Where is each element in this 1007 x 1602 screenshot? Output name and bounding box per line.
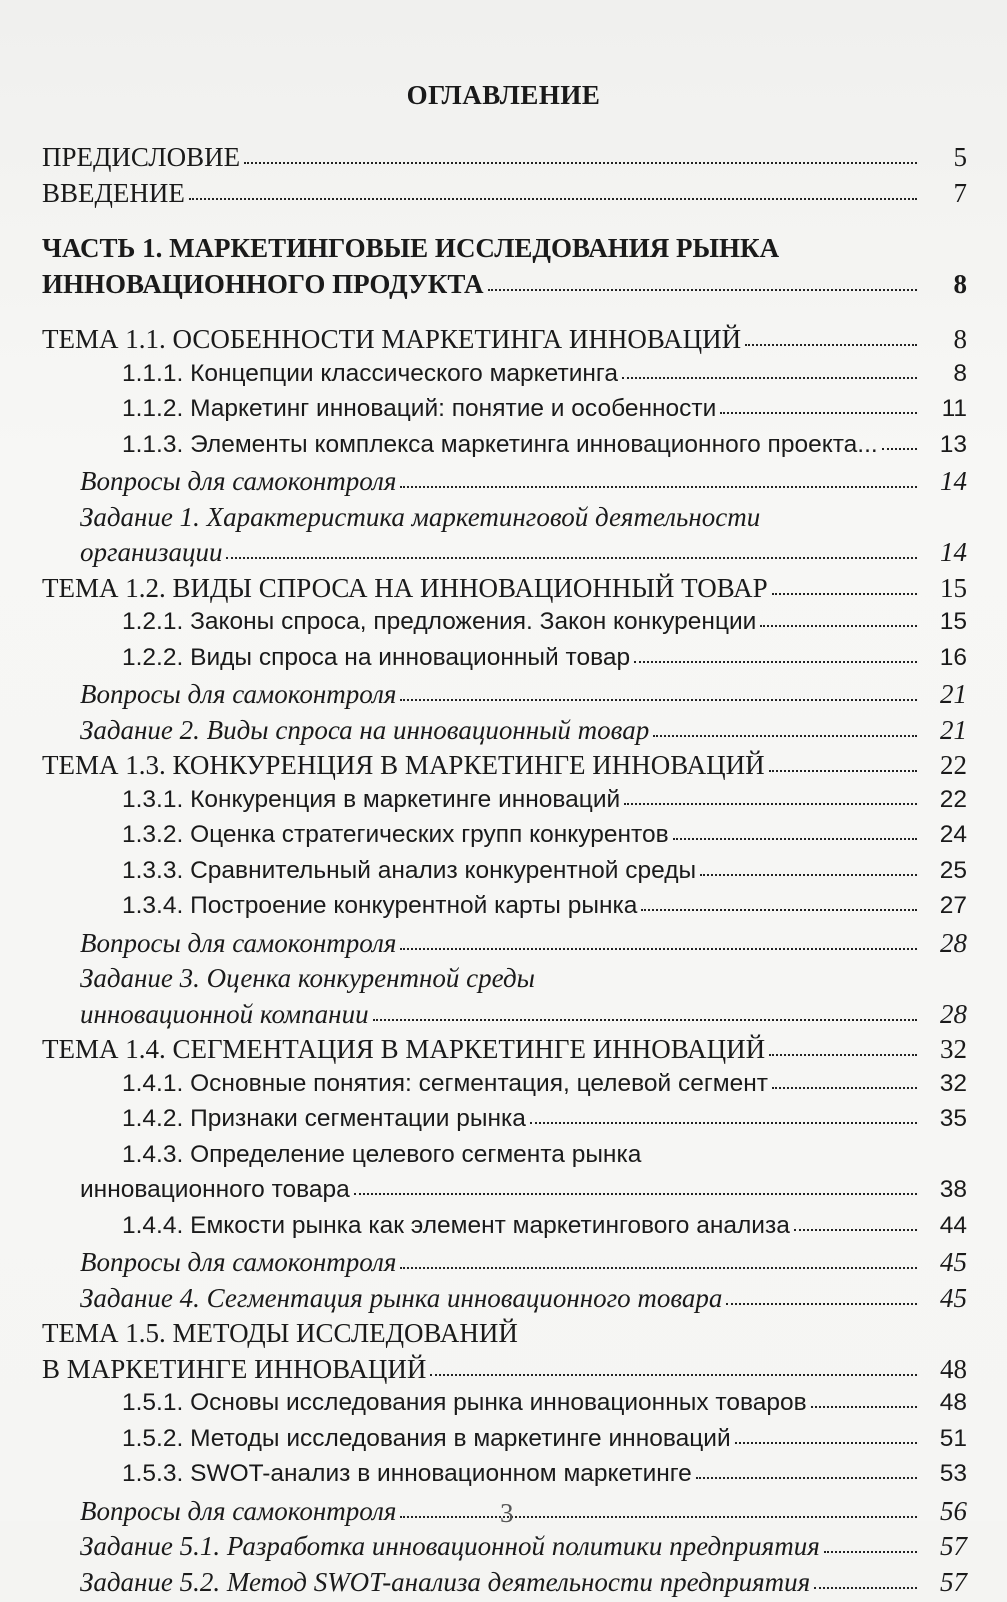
toc-entry-1-4-4[interactable] — [42, 1212, 967, 1248]
toc-page-number: 48 — [921, 1389, 967, 1417]
toc-entry-1-5-2[interactable] — [42, 1425, 967, 1461]
toc-entry-label: ПРЕДИСЛОВИЕ — [42, 142, 240, 173]
leader-dots — [772, 1081, 917, 1089]
toc-page-number: 8 — [921, 360, 967, 388]
toc-page-number: 16 — [921, 644, 967, 672]
toc-page-number: 32 — [921, 1034, 967, 1065]
toc-entry-label: организации — [42, 537, 222, 568]
toc-entry-label: ИННОВАЦИОННОГО ПРОДУКТА — [42, 269, 484, 300]
leader-dots — [726, 1297, 917, 1305]
leader-dots — [400, 942, 917, 950]
toc-entry-topic-1-4[interactable] — [42, 1034, 967, 1070]
toc-entry-1-4-3-line1[interactable] — [42, 1141, 967, 1177]
toc-entry-task-2[interactable] — [42, 715, 967, 751]
toc-entry-label: 1.5.2. Методы исследования в маркетинге инноваций — [42, 1425, 731, 1453]
toc-entry-task-3-line1[interactable] — [42, 963, 967, 999]
toc-entry-introduction[interactable] — [42, 178, 967, 214]
toc-page-number: 11 — [921, 395, 967, 423]
leader-dots — [373, 1013, 917, 1021]
toc-entry-label: Задание 5.2. Метод SWOT-анализа деятельности предприятия — [42, 1567, 810, 1598]
toc-page-number: 13 — [921, 431, 967, 459]
toc-entry-topic-1-5-line1[interactable] — [42, 1318, 967, 1354]
toc-entry-task-1-line1[interactable] — [42, 502, 967, 538]
leader-dots — [430, 1368, 917, 1376]
toc-entry-label: 1.3.3. Сравнительный анализ конкурентной среды — [42, 857, 696, 885]
page-number: 3 — [500, 1498, 514, 1529]
toc-entry-label: ТЕМА 1.3. КОНКУРЕНЦИЯ В МАРКЕТИНГЕ ИННОВАЦИЙ — [42, 750, 765, 781]
toc-page-number: 45 — [921, 1283, 967, 1314]
toc-page-number: 27 — [921, 892, 967, 920]
toc-page-number: 15 — [921, 573, 967, 604]
toc-page-number: 35 — [921, 1105, 967, 1133]
leader-dots — [354, 1187, 917, 1195]
toc-entry-label: 1.1.3. Элементы комплекса маркетинга инновационного проекта... — [42, 431, 878, 459]
toc-entry-label: Задание 1. Характеристика маркетинговой деятельности — [42, 502, 760, 533]
leader-dots — [735, 1436, 917, 1444]
leader-dots — [641, 903, 917, 911]
leader-dots — [824, 1545, 917, 1553]
toc-entry-label: 1.1.1. Концепции классического маркетинга — [42, 360, 618, 388]
leader-dots — [530, 1116, 917, 1124]
toc-entry-1-4-2[interactable] — [42, 1105, 967, 1141]
toc-page-number: 28 — [921, 928, 967, 959]
toc-entry-label: 1.3.1. Конкуренция в маркетинге инноваций — [42, 786, 620, 814]
leader-dots — [769, 764, 917, 772]
toc-page-number: 14 — [921, 466, 967, 497]
toc-page-number: 53 — [921, 1460, 967, 1488]
toc-entry-label: Задание 2. Виды спроса на инновационный товар — [42, 715, 649, 746]
toc-entry-task-5-2[interactable] — [42, 1567, 967, 1602]
leader-dots — [400, 1510, 917, 1518]
table-of-contents — [42, 142, 967, 1602]
leader-dots — [882, 442, 917, 450]
toc-entry-questions-4[interactable] — [42, 1247, 967, 1283]
toc-entry-task-4[interactable] — [42, 1283, 967, 1319]
leader-dots — [696, 1471, 917, 1479]
toc-entry-1-4-1[interactable] — [42, 1070, 967, 1106]
leader-dots — [814, 1581, 917, 1589]
toc-page-number: 44 — [921, 1212, 967, 1240]
toc-page-number: 8 — [921, 324, 967, 355]
toc-entry-label: ТЕМА 1.1. ОСОБЕННОСТИ МАРКЕТИНГА ИННОВАЦИЙ — [42, 324, 741, 355]
toc-entry-label: ЧАСТЬ 1. МАРКЕТИНГОВЫЕ ИССЛЕДОВАНИЯ РЫНКА — [42, 233, 779, 264]
toc-page-number: 8 — [921, 269, 967, 300]
toc-entry-topic-1-5-line2[interactable] — [42, 1354, 967, 1390]
toc-page-number: 24 — [921, 821, 967, 849]
leader-dots — [624, 797, 917, 805]
toc-entry-label: инновационной компании — [42, 999, 369, 1030]
toc-entry-label: Задание 4. Сегментация рынка инновационного товара — [42, 1283, 722, 1314]
toc-page-number: 21 — [921, 715, 967, 746]
toc-page-number: 28 — [921, 999, 967, 1030]
toc-title: ОГЛАВЛЕНИЕ — [0, 80, 1007, 111]
toc-page-number: 7 — [921, 178, 967, 209]
toc-entry-questions-3[interactable] — [42, 928, 967, 964]
toc-entry-1-1-1[interactable] — [42, 360, 967, 396]
toc-entry-label: ВВЕДЕНИЕ — [42, 178, 185, 209]
toc-entry-label: 1.4.1. Основные понятия: сегментация, целевой сегмент — [42, 1070, 768, 1098]
toc-page-number: 22 — [921, 786, 967, 814]
toc-entry-label: 1.3.2. Оценка стратегических групп конкурентов — [42, 821, 669, 849]
toc-entry-label: Вопросы для самоконтроля — [42, 679, 396, 710]
toc-entry-task-3-line2[interactable] — [42, 999, 967, 1035]
toc-page-number: 22 — [921, 750, 967, 781]
toc-entry-label: 1.4.3. Определение целевого сегмента рынка — [42, 1141, 641, 1169]
toc-entry-label: 1.2.2. Виды спроса на инновационный товар — [42, 644, 630, 672]
toc-entry-1-3-1[interactable] — [42, 786, 967, 822]
toc-page-number: 5 — [921, 142, 967, 173]
leader-dots — [811, 1400, 917, 1408]
toc-page-number: 15 — [921, 608, 967, 636]
toc-page-number: 57 — [921, 1567, 967, 1598]
toc-entry-1-4-3-line2[interactable] — [42, 1176, 967, 1212]
toc-entry-label: ТЕМА 1.2. ВИДЫ СПРОСА НА ИННОВАЦИОННЫЙ ТОВАР — [42, 573, 768, 604]
leader-dots — [794, 1223, 917, 1231]
toc-entry-label: инновационного товара — [42, 1176, 350, 1204]
toc-entry-label: Задание 5.1. Разработка инновационной политики предприятия — [42, 1531, 820, 1562]
toc-entry-label: Вопросы для самоконтроля — [42, 1247, 396, 1278]
toc-page-number: 57 — [921, 1531, 967, 1562]
toc-page-number: 38 — [921, 1176, 967, 1204]
toc-entry-label: 1.2.1. Законы спроса, предложения. Закон конкуренции — [42, 608, 756, 636]
toc-entry-1-3-2[interactable] — [42, 821, 967, 857]
toc-entry-topic-1-2[interactable] — [42, 573, 967, 609]
leader-dots — [400, 693, 917, 701]
leader-dots — [400, 1261, 917, 1269]
leader-dots — [673, 832, 917, 840]
leader-dots — [400, 480, 917, 488]
toc-entry-topic-1-3[interactable] — [42, 750, 967, 786]
toc-page-number: 21 — [921, 679, 967, 710]
toc-entry-label: 1.5.3. SWOT-анализ в инновационном маркетинге — [42, 1460, 692, 1488]
toc-entry-1-5-1[interactable] — [42, 1389, 967, 1425]
toc-entry-label: 1.1.2. Маркетинг инноваций: понятие и особенности — [42, 395, 716, 423]
leader-dots — [488, 283, 917, 291]
toc-entry-1-3-4[interactable] — [42, 892, 967, 928]
toc-entry-preface[interactable] — [42, 142, 967, 178]
toc-entry-label: ТЕМА 1.5. МЕТОДЫ ИССЛЕДОВАНИЙ — [42, 1318, 518, 1349]
leader-dots — [700, 868, 917, 876]
toc-entry-task-5-1[interactable] — [42, 1531, 967, 1567]
leader-dots — [226, 551, 917, 559]
toc-entry-1-3-3[interactable] — [42, 857, 967, 893]
toc-page-number: 32 — [921, 1070, 967, 1098]
toc-page-number: 48 — [921, 1354, 967, 1385]
toc-page-number: 45 — [921, 1247, 967, 1278]
toc-entry-label: ТЕМА 1.4. СЕГМЕНТАЦИЯ В МАРКЕТИНГЕ ИННОВАЦИЙ — [42, 1034, 765, 1065]
leader-dots — [622, 371, 917, 379]
toc-entry-questions-1[interactable] — [42, 466, 967, 502]
toc-entry-label: 1.3.4. Построение конкурентной карты рынка — [42, 892, 637, 920]
toc-entry-1-1-2[interactable] — [42, 395, 967, 431]
leader-dots — [772, 587, 917, 595]
toc-page-number: 56 — [921, 1496, 967, 1527]
toc-entry-part1-line2[interactable] — [42, 269, 967, 305]
toc-entry-label: Вопросы для самоконтроля — [42, 466, 396, 497]
leader-dots — [189, 192, 917, 200]
toc-entry-1-5-3[interactable] — [42, 1460, 967, 1496]
leader-dots — [745, 338, 917, 346]
toc-entry-1-2-1[interactable] — [42, 608, 967, 644]
toc-entry-label: 1.4.2. Признаки сегментации рынка — [42, 1105, 526, 1133]
leader-dots — [769, 1048, 917, 1056]
toc-entry-1-2-2[interactable] — [42, 644, 967, 680]
toc-page-number: 51 — [921, 1425, 967, 1453]
toc-entry-label: Задание 3. Оценка конкурентной среды — [42, 963, 535, 994]
toc-entry-1-1-3[interactable] — [42, 431, 967, 467]
toc-entry-label: Вопросы для самоконтроля — [42, 1496, 396, 1527]
toc-entry-part1-line1[interactable] — [42, 233, 967, 269]
toc-entry-label: 1.4.4. Емкости рынка как элемент маркетингового анализа — [42, 1212, 790, 1240]
leader-dots — [720, 406, 917, 414]
toc-entry-topic-1-1[interactable] — [42, 324, 967, 360]
toc-page-number: 14 — [921, 537, 967, 568]
toc-entry-label: Вопросы для самоконтроля — [42, 928, 396, 959]
toc-entry-task-1-line2[interactable] — [42, 537, 967, 573]
leader-dots — [653, 729, 917, 737]
leader-dots — [634, 655, 917, 663]
toc-entry-label: 1.5.1. Основы исследования рынка инновационных товаров — [42, 1389, 807, 1417]
toc-entry-label: В МАРКЕТИНГЕ ИННОВАЦИЙ — [42, 1354, 426, 1385]
leader-dots — [760, 619, 917, 627]
leader-dots — [244, 156, 917, 164]
toc-page-number: 25 — [921, 857, 967, 885]
toc-entry-questions-2[interactable] — [42, 679, 967, 715]
